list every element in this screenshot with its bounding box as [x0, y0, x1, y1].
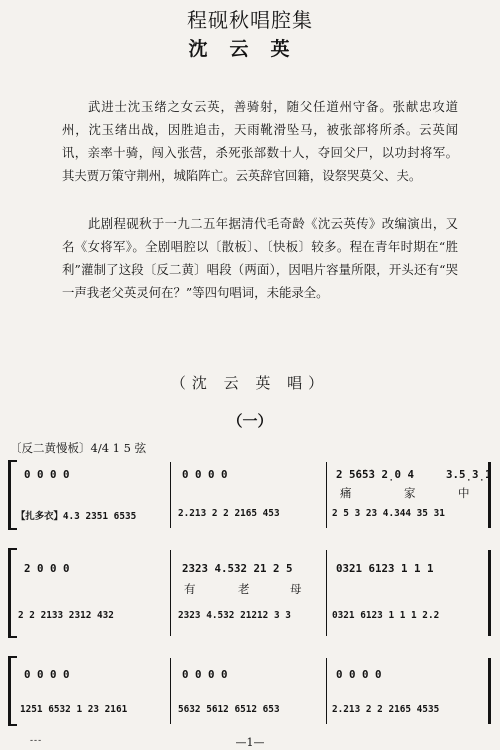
accomp-measure: 5632 5612 6512 653 — [178, 704, 280, 715]
voice-measure: 0 0 0 0 — [182, 468, 228, 481]
accomp-measure: 1251 6532 1 23 2161 — [20, 704, 128, 715]
voice-measure: 0 0 0 0 — [336, 668, 382, 681]
accomp-measure: 2 5 3 23 4.344 35 31 — [332, 508, 445, 519]
intro-text-1: 武进士沈玉绪之女云英，善骑射，随父任道州守备。张献忠攻道州，沈玉绪出战，因胜追击，天雨靴滑坠马，被张部将所杀。云英闻讯，亲率十骑，闯入张营，杀死张部数十人，夺回父尸，以功封将军。其夫贾万策守荆州，城陷阵亡。云英辞官回籍，设祭哭莫父、夫。 — [62, 99, 458, 183]
accomp-measure: 0321 6123 1 1 1 2.2 — [332, 610, 440, 621]
intro-text-2: 此剧程砚秋于一九二五年据清代毛奇龄《沈云英传》改编演出，又名《女将军》。全剧唱腔以〔散板〕、〔快板〕较多。程在青年时期在“胜利”灌制了这段〔反二黄〕唱段（两面），因唱片容量所限，开头还有“哭一声我老父英灵何在？”等四句唱词，未能录全。 — [62, 216, 458, 300]
voice-measure: 3.5̣3̣1 — [446, 468, 492, 481]
barline — [170, 462, 171, 528]
barline — [326, 550, 327, 636]
accomp-measure: 2 2 2133 2312 432 — [18, 610, 114, 621]
part-number: （一） — [227, 412, 273, 430]
lyric: 母 — [290, 582, 302, 596]
accomp-measure: 2.213 2 2 2165 453 — [178, 508, 280, 519]
book-title: 程砚秋唱腔集 — [187, 8, 313, 32]
lyric: 有 — [184, 582, 196, 596]
lyric: 痛 — [340, 486, 352, 500]
voice-measure: 0 0 0 0 — [24, 668, 70, 681]
barline — [326, 658, 327, 724]
voice-measure: 0 0 0 0 — [24, 468, 70, 481]
page-number: —1— — [235, 736, 265, 749]
score-system-2 — [8, 548, 492, 638]
intro-paragraph-1 — [62, 95, 458, 187]
voice-measure: 2 5̇6̇5̇3 2̣0 4 — [336, 468, 415, 481]
barline — [326, 462, 327, 528]
intro-paragraph-2 — [62, 212, 458, 304]
tempo-marking: 〔反二黄慢板〕4/4 1 5 弦 — [10, 441, 147, 455]
voice-measure: 0321 6123 1 1 1 — [336, 562, 434, 575]
score-system-1 — [8, 460, 492, 530]
barline — [488, 658, 491, 724]
footer-stub: --- — [30, 736, 43, 746]
voice-measure: 2323 4.532 21 2 5 — [182, 562, 293, 575]
voice-measure: 2 0 0 0 — [24, 562, 70, 575]
system-brace — [8, 656, 17, 726]
lyric: 老 — [238, 582, 250, 596]
system-brace — [8, 548, 17, 638]
accomp-measure: 2323 4.532 21212 3 3 — [178, 610, 291, 621]
score-system-3 — [8, 656, 492, 726]
accomp-measure: 【扎多衣】4.3 2351 6535 — [16, 511, 137, 522]
lyric: 家 — [404, 486, 416, 500]
section-title: （沈 云 英 唱） — [170, 374, 330, 392]
barline — [170, 658, 171, 724]
piece-title: 沈云英 — [188, 38, 312, 60]
barline — [488, 550, 491, 636]
voice-measure: 0 0 0 0 — [182, 668, 228, 681]
accomp-measure: 2.213 2 2 2165 4535 — [332, 704, 440, 715]
lyric: 中 — [458, 486, 470, 500]
barline — [170, 550, 171, 636]
